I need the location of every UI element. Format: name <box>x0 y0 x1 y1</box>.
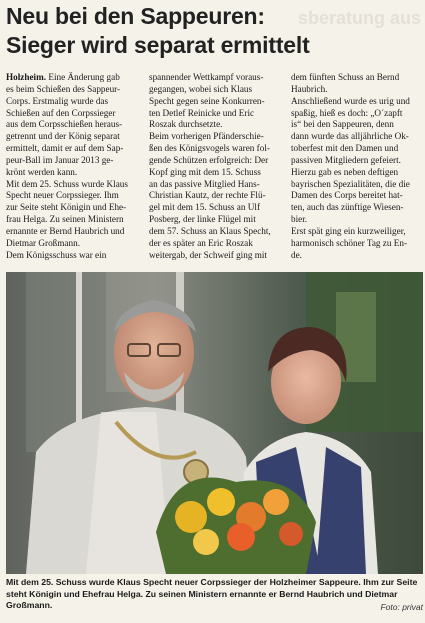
text-line: dann wurde das alljährliche Ok- <box>291 131 409 142</box>
text-line: an das passive Mitglied Hans- <box>149 178 260 189</box>
article-column-2 <box>149 72 283 262</box>
text-line: Dem Königsschuss war ein <box>6 249 107 260</box>
text-line: gel mit dem 15. Schuss an Ulf <box>149 202 261 213</box>
text-line: Roszak durchsetzte. <box>149 119 223 130</box>
text-line: ten Detlef Reinicke und Eric <box>149 107 255 118</box>
text-line: Beim vorherigen Pfänderschie- <box>149 131 264 142</box>
lead-line <box>6 72 141 84</box>
article-column-3 <box>291 72 423 262</box>
text-line: Schießen auf den Corpssieger <box>6 107 116 118</box>
text-line: gende Schützen erfolgreich: Der <box>149 154 269 165</box>
text-line: Haubrich. <box>291 83 328 94</box>
text-line: es beim Schießen des Sappeur- <box>6 83 121 94</box>
headline-line-2: Sieger wird separat ermittelt <box>6 32 310 58</box>
text-line: Dietmar Großmann. <box>6 237 80 248</box>
text-line: is“ bei den Sappeuren, denn <box>291 119 394 130</box>
text-line: passiven Mitgliedern gefeiert. <box>291 154 401 165</box>
lead-text: Eine Änderung gab <box>46 72 120 82</box>
text-line: harmonisch schöner Tag zu En- <box>291 237 408 248</box>
news-photo <box>6 272 423 574</box>
article-body <box>0 72 425 270</box>
text-line: ßen des Königsvogels waren fol- <box>149 143 270 154</box>
text-line: Anschließend wurde es urig und <box>291 95 410 106</box>
text-line: gegangen, wobei sich Klaus <box>149 83 253 94</box>
text-line: dem fünften Schuss an Bernd <box>291 72 400 82</box>
text-line: Kopf ging mit dem 15. Schuss <box>149 166 261 177</box>
dateline: Holzheim. <box>6 72 47 82</box>
text-line: Hierzu gab es neben deftigen <box>291 166 399 177</box>
text-line: toberfest mit den Damen und <box>291 143 399 154</box>
text-line: peur-Ball im Januar 2013 ge- <box>6 154 114 165</box>
text-line: dem 57. Schuss an Klaus Specht, <box>149 225 271 236</box>
text-line: Specht gegen seine Konkurren- <box>149 95 265 106</box>
text-line: Specht neuer Corpssieger. Ihm <box>6 190 119 201</box>
text-line: de. <box>291 249 302 260</box>
text-line: weitergab, der Schweif ging mit <box>149 249 267 260</box>
text-line: Christian Kautz, der rechte Flü- <box>149 190 266 201</box>
text-line: Mit dem 25. Schuss wurde Klaus <box>6 178 128 189</box>
headline-line-1: Neu bei den Sappeuren: <box>6 3 265 29</box>
text-line: bier. <box>291 214 308 225</box>
article-column-1 <box>6 72 141 262</box>
text-line: frau Helga. Zu seinen Ministern <box>6 214 124 225</box>
photo-caption: Mit dem 25. Schuss wurde Klaus Specht neuer Corpssieger der Holzheimer Sappeure. Ihm zur Seite steht Königin und Ehefrau Helga. Zu seinen Ministern ernannte er Bernd Haubrich und Dietmar Großmann. <box>6 577 418 611</box>
text-line: spaßig, hieß es doch: „O´zapft <box>291 107 403 118</box>
text-line: der es später an Eric Roszak <box>149 237 253 248</box>
text-line: ten, auch das zünftige Wiesen- <box>291 202 404 213</box>
text-line: bayrischen Spezialitäten, die die <box>291 178 410 189</box>
text-line: spannender Wettkampf voraus- <box>149 72 264 82</box>
text-line: zur Seite steht Königin und Ehe- <box>6 202 127 213</box>
text-line: Damen des Corps bereitet hat- <box>291 190 403 201</box>
text-line: krönt werden kann. <box>6 166 78 177</box>
bleed-through-text: sberatung aus <box>297 8 421 28</box>
photo-credit: Foto: privat <box>380 602 423 612</box>
text-line: ernannte er Bernd Haubrich und <box>6 225 125 236</box>
text-line: getrennt und der König separat <box>6 131 120 142</box>
text-line: aus dem Corpsschießen heraus- <box>6 119 123 130</box>
text-line: ermittelt, damit er auf dem Sap- <box>6 143 124 154</box>
headline <box>6 2 421 60</box>
text-line: Posberg, der linke Flügel mit <box>149 214 256 225</box>
text-line: Corps. Erstmalig wurde das <box>6 95 109 106</box>
photo-illustration <box>6 272 423 574</box>
text-line: Erst spät ging ein kurzweiliger, <box>291 225 406 236</box>
